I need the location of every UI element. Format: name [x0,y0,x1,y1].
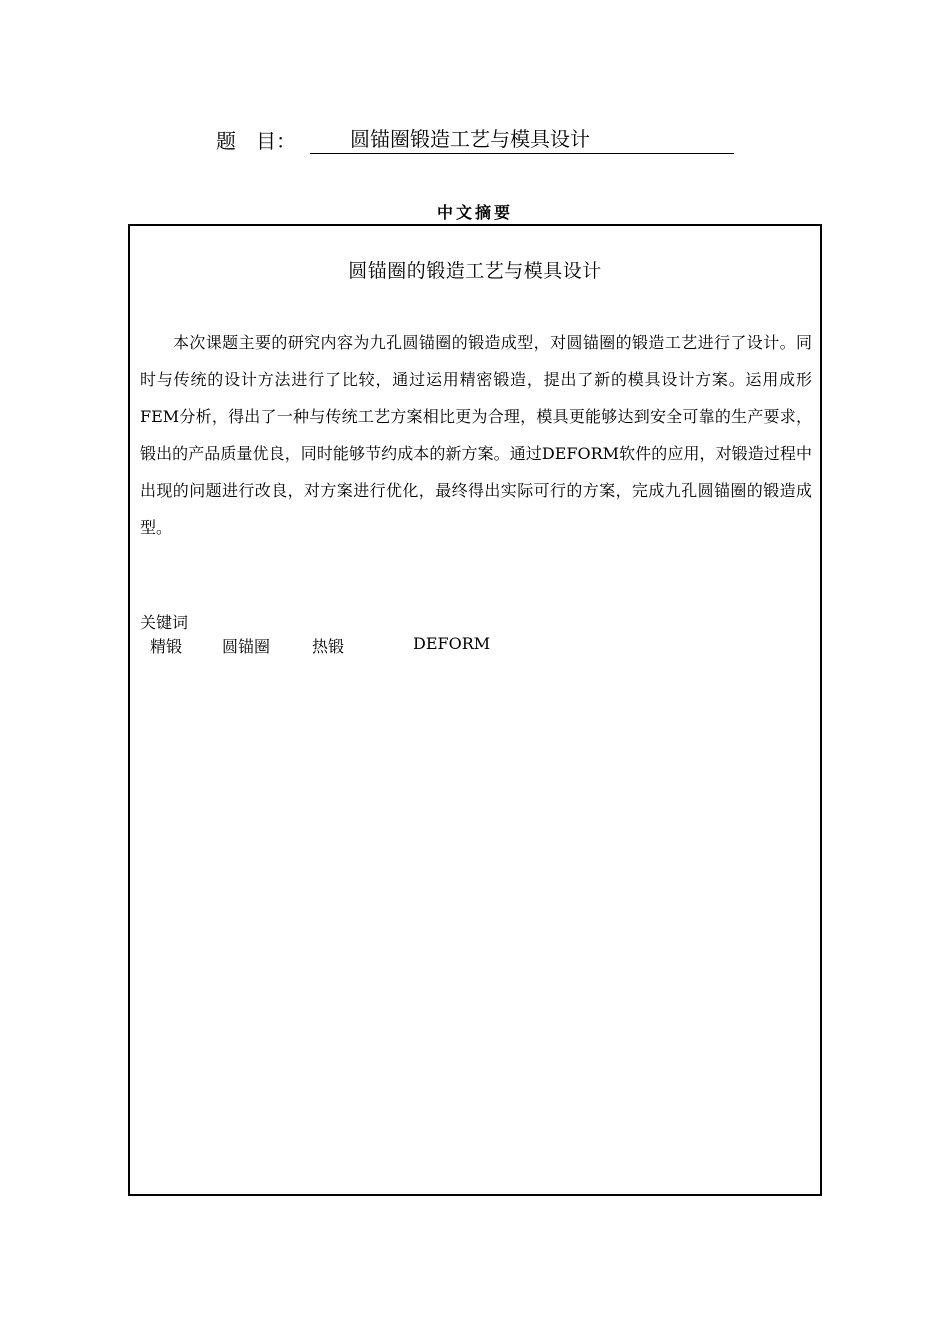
keyword-item: DEFORM [413,634,491,653]
section-heading: 中文摘要 [436,203,513,222]
keyword-item: 精锻 [150,637,183,656]
keywords-list [150,634,490,657]
keywords-label: 关键词 [140,613,189,632]
abstract-box [128,224,822,1196]
abstract-body: 本次课题主要的研究内容为九孔圆锚圈的锻造成型，对圆锚圈的锻造工艺进行了设计。同时与传统的设计方法进行了比较，通过运用精密锻造，提出了新的模具设计方案。运用成形FEM分析，得出了一种与传统工艺方案相比更为合理，模具更能够达到安全可靠的生产要求，锻出的产品质量优良，同时能够节约成本的新方案。通过DEFORM软件的应用，对锻造过程中出现的问题进行改良，对方案进行优化，最终得出实际可行的方案，完成九孔圆锚圈的锻造成型。 [140,333,812,537]
document-title-row [216,120,734,154]
keyword-item: 圆锚圈 [222,637,271,656]
abstract-title: 圆锚圈的锻造工艺与模具设计 [348,260,602,282]
document-title: 圆锚圈锻造工艺与模具设计 [310,125,734,154]
title-label: 题 目： [216,129,296,153]
keyword-item: 热锻 [312,637,345,656]
